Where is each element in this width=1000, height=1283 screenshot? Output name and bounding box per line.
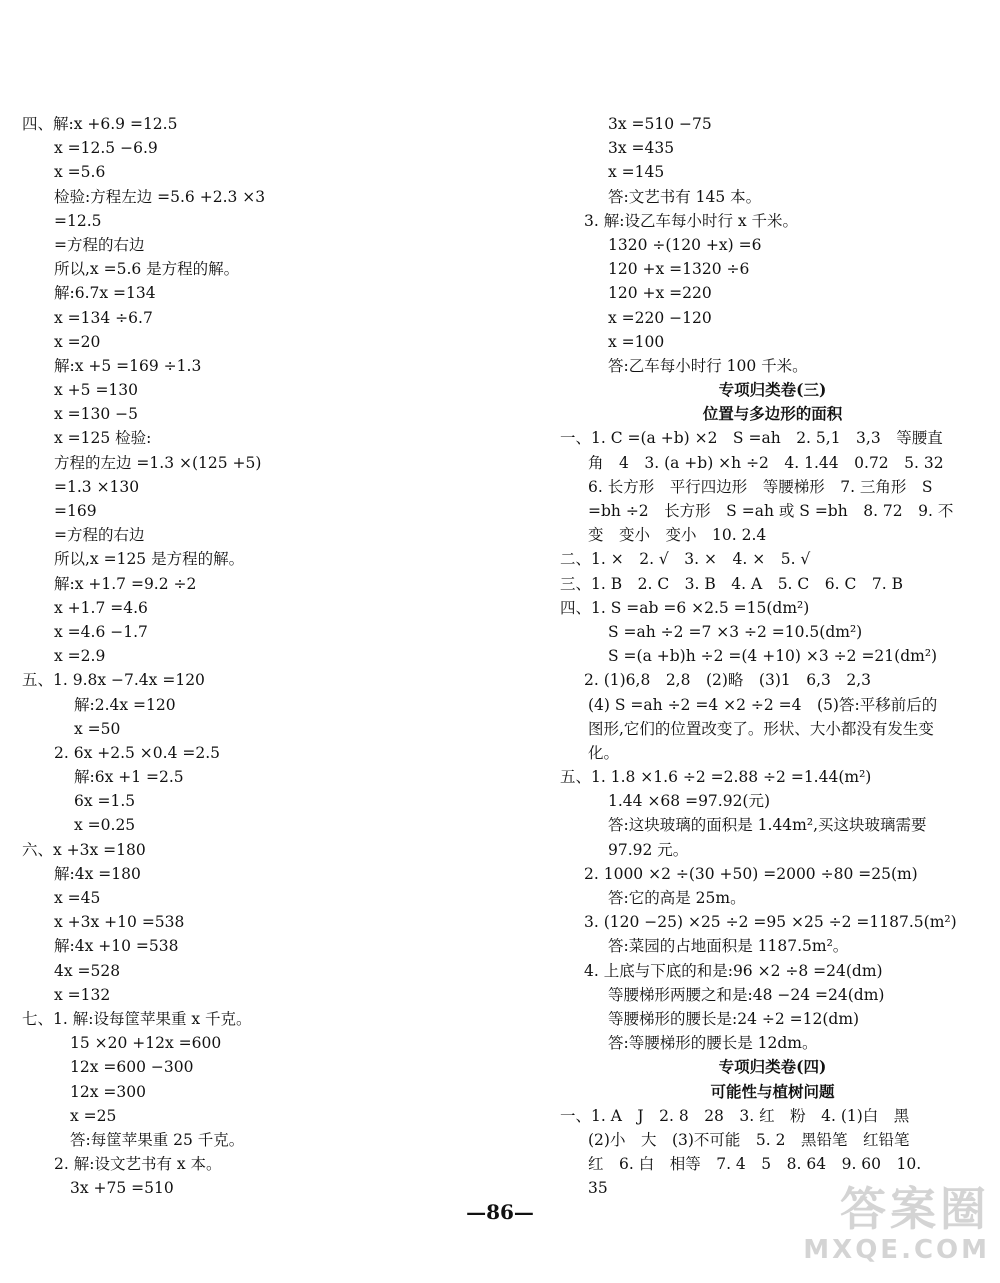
- left-column-line: =12.5: [54, 211, 102, 230]
- left-column-line: 解:4x +10 =538: [54, 937, 179, 956]
- left-column-line: 方程的左边 =1.3 ×(125 +5): [54, 453, 262, 472]
- left-column-line: x =45: [54, 889, 101, 907]
- right-column-line: 4. 上底与下底的和是:96 ×2 ÷8 =24(dm): [584, 961, 883, 980]
- left-column-line: 四、解:x +6.9 =12.5: [22, 115, 178, 133]
- right-column-line: 三、1. B 2. C 3. B 4. A 5. C 6. C 7. B: [560, 574, 903, 593]
- right-column-line: =bh ÷2 长方形 S =ah 或 S =bh 8. 72 9. 不: [588, 502, 954, 520]
- right-column-line: x =100: [608, 332, 665, 351]
- right-column-line: 二、1. × 2. √ 3. × 4. × 5. √: [560, 550, 811, 569]
- left-column-line: 12x =600 −300: [70, 1058, 194, 1077]
- right-column-line: 120 +x =1320 ÷6: [608, 260, 750, 279]
- right-column-line: 答:等腰梯形的腰长是 12dm。: [608, 1034, 818, 1053]
- right-column-line: 角 4 3. (a +b) ×h ÷2 4. 1.44 0.72 5. 32: [588, 453, 944, 472]
- right-column-line: 答:菜园的占地面积是 1187.5m²。: [608, 937, 849, 956]
- left-column-line: x =130 −5: [54, 405, 139, 424]
- left-column-line: 6x =1.5: [74, 792, 136, 811]
- left-column-line: x =134 ÷6.7: [54, 308, 153, 327]
- watermark-logo-bottom: MXQE.COM: [803, 1235, 990, 1265]
- right-column-line: x =220 −120: [608, 308, 712, 327]
- right-column-line: 专项归类卷(三): [718, 380, 827, 400]
- right-column-line: 等腰梯形的腰长是:24 ÷2 =12(dm): [608, 1009, 860, 1028]
- left-column-line: 2. 解:设文艺书有 x 本。: [54, 1155, 222, 1174]
- left-column-line: x =4.6 −1.7: [54, 622, 148, 641]
- left-column-line: x =132: [54, 985, 111, 1004]
- right-column-line: 97.92 元。: [608, 840, 689, 859]
- left-column-line: 15 ×20 +12x =600: [70, 1034, 222, 1053]
- left-column-line: x +1.7 =4.6: [54, 598, 148, 617]
- left-column-line: x =50: [74, 719, 121, 738]
- right-column-line: 等腰梯形两腰之和是:48 −24 =24(dm): [608, 985, 885, 1004]
- right-column-line: 答:这块玻璃的面积是 1.44m²,买这块玻璃需要: [608, 816, 927, 835]
- right-column: [560, 112, 985, 1200]
- left-column-line: x =12.5 −6.9: [54, 139, 158, 158]
- right-column-line: 图形,它们的位置改变了。形状、大小都没有发生变: [588, 719, 934, 738]
- left-column-line: 六、x +3x =180: [22, 840, 146, 859]
- left-column-line: 解:6x +1 =2.5: [74, 768, 184, 787]
- right-column-line: 四、1. S =ab =6 ×2.5 =15(dm²): [560, 598, 810, 617]
- right-column-line: 3x =510 −75: [608, 115, 712, 133]
- left-column: [22, 112, 462, 1200]
- right-column-line: 变 变小 变小 10. 2.4: [588, 526, 767, 545]
- right-column-line: 6. 长方形 平行四边形 等腰梯形 7. 三角形 S: [588, 477, 933, 496]
- left-column-line: 解:x +1.7 =9.2 ÷2: [54, 574, 197, 593]
- right-column-line: 答:乙车每小时行 100 千米。: [608, 356, 808, 375]
- right-column-line: 答:它的高是 25m。: [608, 889, 746, 907]
- right-column-line: 3. (120 −25) ×25 ÷2 =95 ×25 ÷2 =1187.5(m²): [584, 913, 957, 932]
- left-column-line: 检验:方程左边 =5.6 +2.3 ×3: [54, 187, 266, 206]
- right-column-line: 35: [588, 1179, 608, 1198]
- left-column-line: x =20: [54, 332, 101, 351]
- right-column-line: 位置与多边形的面积: [702, 404, 843, 424]
- right-column-line: S =(a +b)h ÷2 =(4 +10) ×3 ÷2 =21(dm²): [608, 647, 938, 666]
- right-column-line: 一、1. A J 2. 8 28 3. 红 粉 4. (1)白 黑: [560, 1106, 910, 1125]
- right-column-line: 2. 1000 ×2 ÷(30 +50) =2000 ÷80 =25(m): [584, 864, 918, 883]
- left-column-line: 2. 6x +2.5 ×0.4 =2.5: [54, 743, 221, 762]
- left-column-line: =1.3 ×130: [54, 477, 140, 496]
- left-column-line: x =0.25: [74, 816, 136, 835]
- left-column-line: =169: [54, 502, 97, 520]
- right-column-line: x =145: [608, 163, 665, 182]
- right-column-line: 一、1. C =(a +b) ×2 S =ah 2. 5,1 3,3 等腰直: [560, 429, 943, 448]
- right-column-line: S =ah ÷2 =7 ×3 ÷2 =10.5(dm²): [608, 622, 863, 641]
- left-column-line: =方程的右边: [54, 235, 145, 254]
- left-column-line: x +5 =130: [54, 381, 139, 400]
- right-column-line: 3x =435: [608, 139, 675, 158]
- page-number: —86—: [466, 1200, 534, 1224]
- watermark-logo: [800, 1183, 990, 1273]
- left-column-line: 3x +75 =510: [70, 1179, 174, 1198]
- left-column-line: x =125 检验:: [54, 429, 152, 448]
- right-column-line: 120 +x =220: [608, 284, 712, 303]
- right-column-line: 化。: [588, 743, 620, 762]
- left-column-line: 七、1. 解:设每筐苹果重 x 千克。: [22, 1009, 252, 1028]
- right-column-line: 专项归类卷(四): [718, 1057, 827, 1077]
- right-column-line: 2. (1)6,8 2,8 (2)略 (3)1 6,3 2,3: [584, 671, 872, 690]
- left-column-line: 所以,x =5.6 是方程的解。: [54, 260, 240, 279]
- left-column-line: x +3x +10 =538: [54, 913, 185, 932]
- left-column-line: 4x =528: [54, 961, 121, 980]
- left-column-line: 答:每筐苹果重 25 千克。: [70, 1130, 245, 1149]
- right-column-line: (2)小 大 (3)不可能 5. 2 黑铅笔 红铅笔: [588, 1130, 910, 1149]
- watermark-logo-top: 答案圈: [840, 1182, 990, 1236]
- left-column-line: x =25: [70, 1106, 117, 1125]
- right-column-line: 答:文艺书有 145 本。: [608, 187, 762, 206]
- left-column-line: x =2.9: [54, 647, 106, 666]
- left-column-line: 五、1. 9.8x −7.4x =120: [22, 671, 205, 690]
- right-column-line: 3. 解:设乙车每小时行 x 千米。: [584, 211, 799, 230]
- left-column-line: 所以,x =125 是方程的解。: [54, 550, 245, 569]
- left-column-line: 12x =300: [70, 1082, 146, 1101]
- left-column-line: x =5.6: [54, 163, 106, 182]
- left-column-line: 解:x +5 =169 ÷1.3: [54, 356, 202, 375]
- left-column-line: 解:4x =180: [54, 864, 141, 883]
- right-column-line: 可能性与植树问题: [710, 1081, 835, 1101]
- right-column-line: 1.44 ×68 =97.92(元): [608, 792, 771, 811]
- right-column-line: 五、1. 1.8 ×1.6 ÷2 =2.88 ÷2 =1.44(m²): [560, 768, 872, 787]
- right-column-line: 1320 ÷(120 +x) =6: [608, 235, 762, 254]
- right-column-line: 红 6. 白 相等 7. 4 5 8. 64 9. 60 10.: [588, 1155, 922, 1174]
- left-column-line: 解:2.4x =120: [74, 695, 176, 714]
- right-column-line: (4) S =ah ÷2 =4 ×2 ÷2 =4 (5)答:平移前后的: [588, 695, 938, 714]
- left-column-line: 解:6.7x =134: [54, 284, 156, 303]
- left-column-line: =方程的右边: [54, 526, 145, 545]
